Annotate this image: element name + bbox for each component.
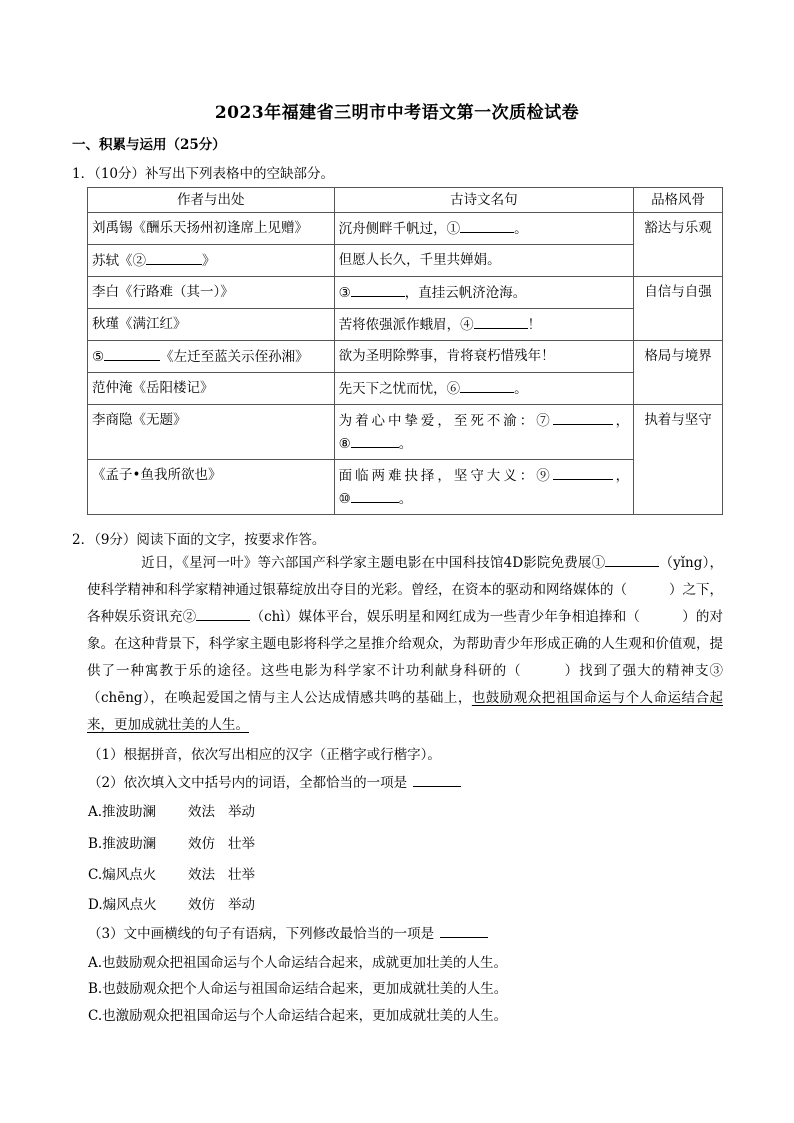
answer-blank[interactable] [460,377,514,393]
answer-blank[interactable] [553,464,613,480]
trait-cell: 自信与自强 [634,277,723,341]
option-item[interactable]: B.也鼓励观众把个人命运与祖国命运结合起来，更加成就壮美的人生。 [88,981,508,997]
table-row [88,460,723,515]
option-item[interactable]: D.煽风点火 效仿 举动 [88,897,255,913]
table-row [88,245,723,277]
answer-blank[interactable] [553,409,613,425]
verse-cell: 先天下之忧而忧，⑥ 。 [334,373,634,405]
table-row [88,277,723,309]
section-heading: 一、积累与运用（25分） [72,137,226,153]
trait-cell: 格局与境界 [634,341,723,405]
verse-cell: 但愿人长久，千里共婵娟。 [334,245,634,277]
verse-cell: 沉舟侧畔千帆过，① 。 [334,213,634,245]
underlined-sentence: 也鼓励观众把祖国命运与个人命运结合起来，更加成就壮美的人生。 [87,690,723,733]
trait-cell: 执着与坚守 [634,405,723,515]
answer-blank[interactable] [413,772,461,787]
answer-blank[interactable] [605,551,659,567]
header-source: 作者与出处 [88,188,335,213]
source-cell: 李商隐《无题》 [88,405,335,460]
exam-title: 2023年福建省三明市中考语文第一次质检试卷 [214,103,580,123]
header-trait: 品格风骨 [634,188,723,213]
sub-question-1: （1）根据拼音，依次写出相应的汉字（正楷字或行楷字）。 [88,747,441,763]
source-cell: 刘禹锡《酬乐天扬州初逢席上见赠》 [88,213,335,245]
table-row [88,213,723,245]
verse-cell: 面临两难抉择，坚守大义：⑨ ， ⑩ 。 [334,460,634,515]
source-cell: 范仲淹《岳阳楼记》 [88,373,335,405]
answer-blank[interactable] [351,487,399,503]
table-row [88,309,723,341]
question-1-prompt: 1．（10分）补写出下列表格中的空缺部分。 [72,166,335,182]
verse-cell: 欲为圣明除弊事，肯将衰朽惜残年！ [334,341,634,373]
source-cell: ⑤ 《左迁至蓝关示侄孙湘》 [88,341,335,373]
answer-blank[interactable] [196,605,250,621]
answer-blank[interactable] [146,249,202,265]
table-row [88,373,723,405]
option-item[interactable]: B.推波助澜 效仿 壮举 [88,836,255,852]
sub-question-2: （2）依次填入文中括号内的词语，全都恰当的一项是 [88,771,461,791]
source-cell: 《孟子•鱼我所欲也》 [88,460,335,515]
source-cell: 李白《行路难（其一）》 [88,277,335,309]
table-row [88,341,723,373]
header-verse: 古诗文名句 [334,188,634,213]
source-cell: 苏轼《② 》 [88,245,335,277]
table-row [88,405,723,460]
option-item[interactable]: A.也鼓励观众把祖国命运与个人命运结合起来，成就更加壮美的人生。 [88,955,508,971]
verse-cell: ③ ，直挂云帆济沧海。 [334,277,634,309]
answer-blank[interactable] [474,313,528,329]
answer-blank[interactable] [104,345,160,361]
option-item[interactable]: C.煽风点火 效法 壮举 [88,867,255,883]
option-item[interactable]: A.推波助澜 效法 举动 [88,804,255,820]
answer-blank[interactable] [440,923,488,938]
poem-table [87,187,723,515]
trait-cell: 豁达与乐观 [634,213,723,277]
answer-blank[interactable] [460,217,514,233]
answer-blank[interactable] [351,281,405,297]
verse-cell: 苦将侬强派作蛾眉，④ ！ [334,309,634,341]
sub-question-3: （3）文中画横线的句子有语病，下列修改最恰当的一项是 [88,922,488,942]
source-cell: 秋瑾《满江红》 [88,309,335,341]
question-2-prompt: 2．（9分）阅读下面的文字，按要求作答。 [72,532,326,548]
table-header-row [88,188,723,213]
option-item[interactable]: C.也激励观众把祖国命运与个人命运结合起来，更加成就壮美的人生。 [88,1008,508,1024]
verse-cell: 为着心中挚爱，至死不渝：⑦ ， ⑧ 。 [334,405,634,460]
answer-blank[interactable] [351,432,399,448]
reading-passage: 近日，《星河一叶》等六部国产科学家主题电影在中国科技馆4D影院免费展① （yǐng），使科学精神和科学家精神通过银幕绽放出夺目的光彩。曾经，在资本的驱动和网络媒体的（ ）之下，各种娱乐资讯充② （chì）媒体平台，娱乐明星和网红成为一些青少年争相追捧和（ ）的对象。在这种背景下，科学家主题电影将科学之星推介给观众，为帮助青少年形成正确的人生观和价值观，提供了一种寓教于乐的途径。这些电影为科学家不计功利献身科研的（ ）找到了强大的精神支③（chēng），在唤起爱国之情与主人公达成情感共鸣的基础上，也鼓励观众把祖国命运与个人命运结合起来，更加成就壮美的人生。 [87,550,723,739]
